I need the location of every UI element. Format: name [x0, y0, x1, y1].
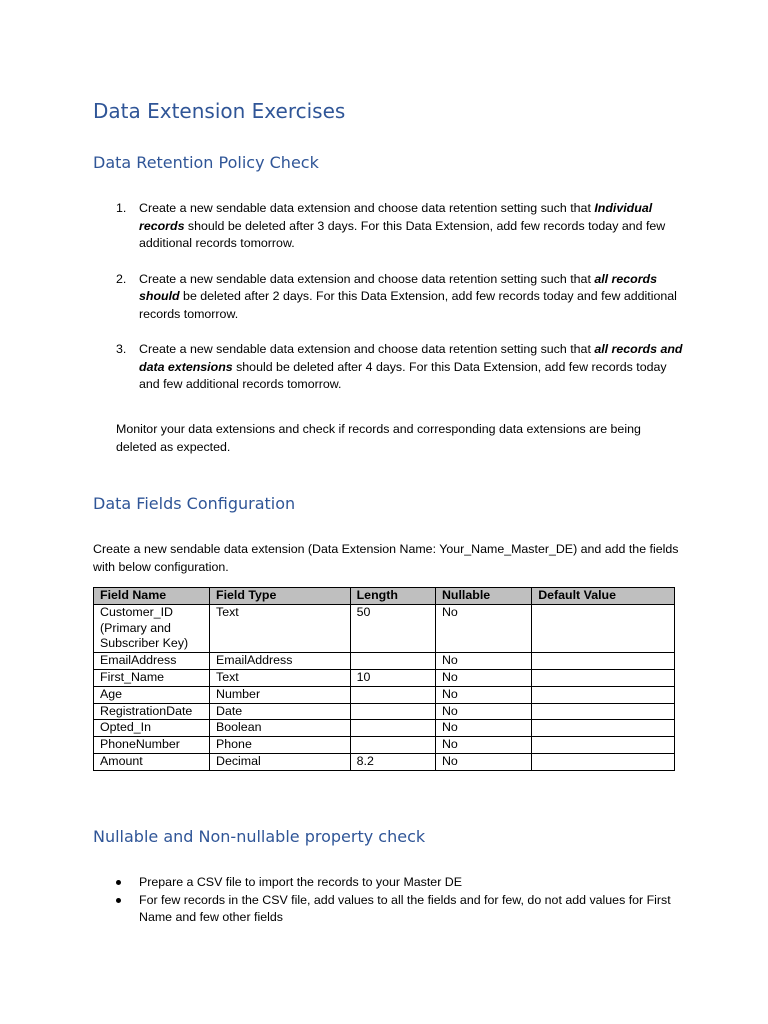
step-text: Create a new sendable data extension and choose data retention setting such that — [139, 271, 595, 286]
list-item — [93, 341, 683, 394]
table-cell — [532, 669, 675, 686]
table-cell: No — [435, 686, 531, 703]
table-cell: No — [435, 753, 531, 770]
table-cell: Text — [210, 669, 351, 686]
table-cell: Customer_ID (Primary and Subscriber Key) — [94, 604, 210, 652]
table-cell: No — [435, 737, 531, 754]
table-row — [94, 737, 675, 754]
table-cell: 8.2 — [350, 753, 435, 770]
retention-steps-list — [93, 200, 683, 412]
table-cell: No — [435, 653, 531, 670]
column-header: Length — [350, 588, 435, 605]
nullable-bullets-list — [93, 874, 683, 927]
table-cell: PhoneNumber — [94, 737, 210, 754]
step-emphasis: all records and data extensions — [139, 342, 683, 374]
fields-table — [93, 587, 675, 771]
step-text: should be deleted after 3 days. For this Data Extension, add few records today and few additional records tomorrow. — [139, 218, 666, 250]
table-row — [94, 604, 675, 652]
table-cell: No — [435, 720, 531, 737]
step-text: Create a new sendable data extension and choose data retention setting such that — [139, 201, 595, 215]
step-text: should be deleted after 4 days. For this Data Extension, add few records today and few additional records tomorrow. — [139, 359, 667, 391]
table-row — [94, 686, 675, 703]
list-number: 2. — [116, 271, 127, 286]
table-cell: Age — [94, 686, 210, 703]
step-emphasis: all records should — [139, 271, 658, 303]
bullet-text: For few records in the CSV file, add values to all the fields and for few, do not add values for First Name and few other fields — [139, 892, 671, 924]
table-row — [94, 703, 675, 720]
fields-intro-paragraph: Create a new sendable data extension (Data Extension Name: Your_Name_Master_DE) and add the fields with below configuration. — [93, 542, 679, 574]
step-emphasis: Individual records — [139, 201, 653, 233]
table-cell: Decimal — [210, 753, 351, 770]
list-item — [93, 271, 683, 324]
bullet-icon — [116, 880, 121, 885]
table-cell — [532, 720, 675, 737]
table-cell — [350, 703, 435, 720]
table-cell: EmailAddress — [94, 653, 210, 670]
step-text: be deleted after 2 days. For this Data Extension, add few records today and few additional records tomorrow. — [139, 289, 677, 321]
table-cell — [532, 604, 675, 652]
table-cell: First_Name — [94, 669, 210, 686]
section-heading-fields: Data Fields Configuration — [93, 494, 296, 513]
list-number: 1. — [116, 201, 127, 215]
table-cell: RegistrationDate — [94, 703, 210, 720]
table-header-row — [94, 588, 675, 605]
table-cell: Date — [210, 703, 351, 720]
section-heading-retention: Data Retention Policy Check — [93, 153, 319, 172]
document-title: Data Extension Exercises — [93, 99, 346, 123]
table-cell: Opted_In — [94, 720, 210, 737]
table-cell: Boolean — [210, 720, 351, 737]
table-cell: 10 — [350, 669, 435, 686]
monitor-paragraph: Monitor your data extensions and check if records and corresponding data extensions are being deleted as expected. — [116, 422, 641, 454]
column-header: Default Value — [532, 588, 675, 605]
table-cell: No — [435, 604, 531, 652]
table-cell — [532, 653, 675, 670]
list-item — [93, 874, 683, 892]
table-cell: 50 — [350, 604, 435, 652]
table-cell: Text — [210, 604, 351, 652]
table-cell: Number — [210, 686, 351, 703]
table-row — [94, 669, 675, 686]
bullet-icon — [116, 898, 121, 903]
table-cell: No — [435, 703, 531, 720]
table-cell — [532, 686, 675, 703]
bullet-text: Prepare a CSV file to import the records to your Master DE — [139, 875, 462, 889]
column-header: Field Name — [94, 588, 210, 605]
column-header: Nullable — [435, 588, 531, 605]
table-row — [94, 720, 675, 737]
table-cell — [532, 703, 675, 720]
column-header: Field Type — [210, 588, 351, 605]
section-heading-nullable: Nullable and Non-nullable property check — [93, 827, 426, 846]
table-cell — [350, 720, 435, 737]
table-cell: Phone — [210, 737, 351, 754]
table-cell — [350, 653, 435, 670]
table-row — [94, 653, 675, 670]
table-cell — [532, 753, 675, 770]
list-number: 3. — [116, 342, 127, 356]
list-item — [93, 892, 683, 927]
table-cell: EmailAddress — [210, 653, 351, 670]
table-cell — [350, 686, 435, 703]
list-item — [93, 200, 683, 253]
step-text: Create a new sendable data extension and choose data retention setting such that — [139, 342, 595, 356]
table-cell — [350, 737, 435, 754]
table-row — [94, 753, 675, 770]
table-cell: Amount — [94, 753, 210, 770]
table-cell — [532, 737, 675, 754]
table-cell: No — [435, 669, 531, 686]
